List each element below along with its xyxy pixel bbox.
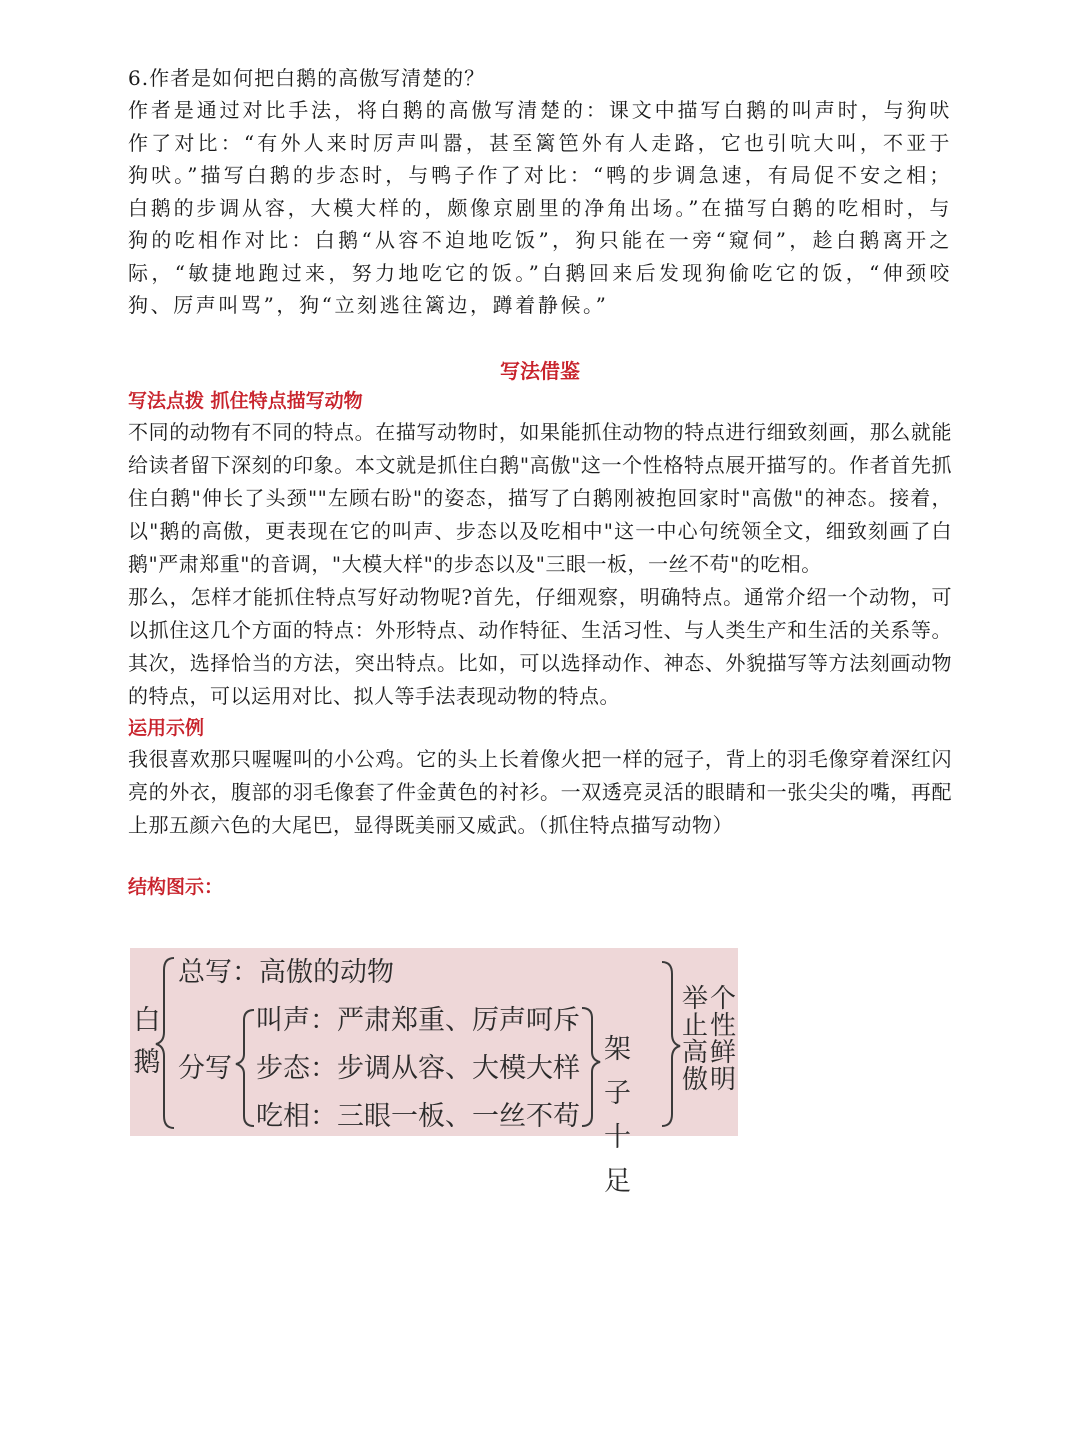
diagram-root: 白鹅 [133, 1005, 161, 1078]
question-title: 6.作者是如何把白鹅的高傲写清楚的？ [128, 66, 486, 90]
diagram-item-gait: 步态：步调从容、大模大样 [256, 1053, 580, 1084]
diagram-right-col2: 个性鲜明 [709, 984, 736, 1095]
diagram-item-eating: 吃相：三眼一板、一丝不苟 [256, 1101, 580, 1132]
method-paragraph-2: 那么，怎样才能抓住特点写好动物呢?首先，仔细观察，明确特点。通常介绍一个动物，可以抓住这几个方面的特点：外形特点、动作特征、生活习性、与人类生产和生活的关系等。其次，选择恰当的方法，突出特点。比如，可以选择动作、神态、外貌描写等方法刻画动物的特点，可以运用对比、拟人等手法表现动物的特点。 [128, 584, 952, 708]
structure-diagram [130, 948, 738, 1197]
method-subheading: 写法点拨 抓住特点描写动物 [128, 389, 363, 412]
diagram-right-col1: 举止高傲 [681, 984, 708, 1095]
document-body [128, 62, 952, 902]
question-answer: 作者是通过对比手法，将白鹅的高傲写清楚的：课文中描写白鹅的叫声时，与狗吠作了对比：“有外人来时厉声叫嚣，甚至篱笆外有人走路，它也引吭大叫，不亚于狗吠。”描写白鹅的步态时，与鸭子作了对比：“鸭的步调急速，有局促不安之相；白鹅的步调从容，大模大样的，颇像京剧里的净角出场。”在描写白鹅的吃相时，与狗的吃相作对比：白鹅“从容不迫地吃饭”，狗只能在一旁“窥伺”，趁白鹅离开之际，“敏捷地跑过来，努力地吃它的饭。”白鹅回来后发现狗偷吃它的饭，“伸颈咬狗、厉声叫骂”，狗“立刻逃往篱边，蹲着静候。” [128, 98, 952, 317]
diagram-detail-label: 分写 [178, 1053, 232, 1084]
section-title: 写法借鉴 [500, 358, 580, 383]
diagram-middle: 架子十足 [604, 1034, 633, 1197]
structure-heading: 结构图示： [128, 875, 224, 898]
example-paragraph: 我很喜欢那只喔喔叫的小公鸡。它的头上长着像火把一样的冠子，背上的羽毛像穿着深红闪亮的外衣，腹部的羽毛像套了件金黄色的衬衫。一双透亮灵活的眼睛和一张尖尖的嘴，再配上那五颜六色的大尾巴，显得既美丽又威武。（抓住特点描写动物） [128, 746, 952, 837]
method-paragraph-1: 不同的动物有不同的特点。在描写动物时，如果能抓住动物的特点进行细致刻画，那么就能给读者留下深刻的印象。本文就是抓住白鹅"高傲"这一个性格特点展开描写的。作者首先抓住白鹅"伸长了头颈""左顾右盼"的姿态，描写了白鹅刚被抱回家时"高傲"的神态。接着，以"鹅的高傲，更表现在它的叫声、步态以及吃相中"这一中心句统领全文，细致刻画了白鹅"严肃郑重"的音调，"大模大样"的步态以及"三眼一板，一丝不苟"的吃相。 [128, 419, 952, 576]
example-heading: 运用示例 [128, 716, 205, 739]
diagram-item-call: 叫声：严肃郑重、厉声呵斥 [256, 1005, 580, 1036]
diagram-overall: 总写：高傲的动物 [178, 957, 394, 988]
